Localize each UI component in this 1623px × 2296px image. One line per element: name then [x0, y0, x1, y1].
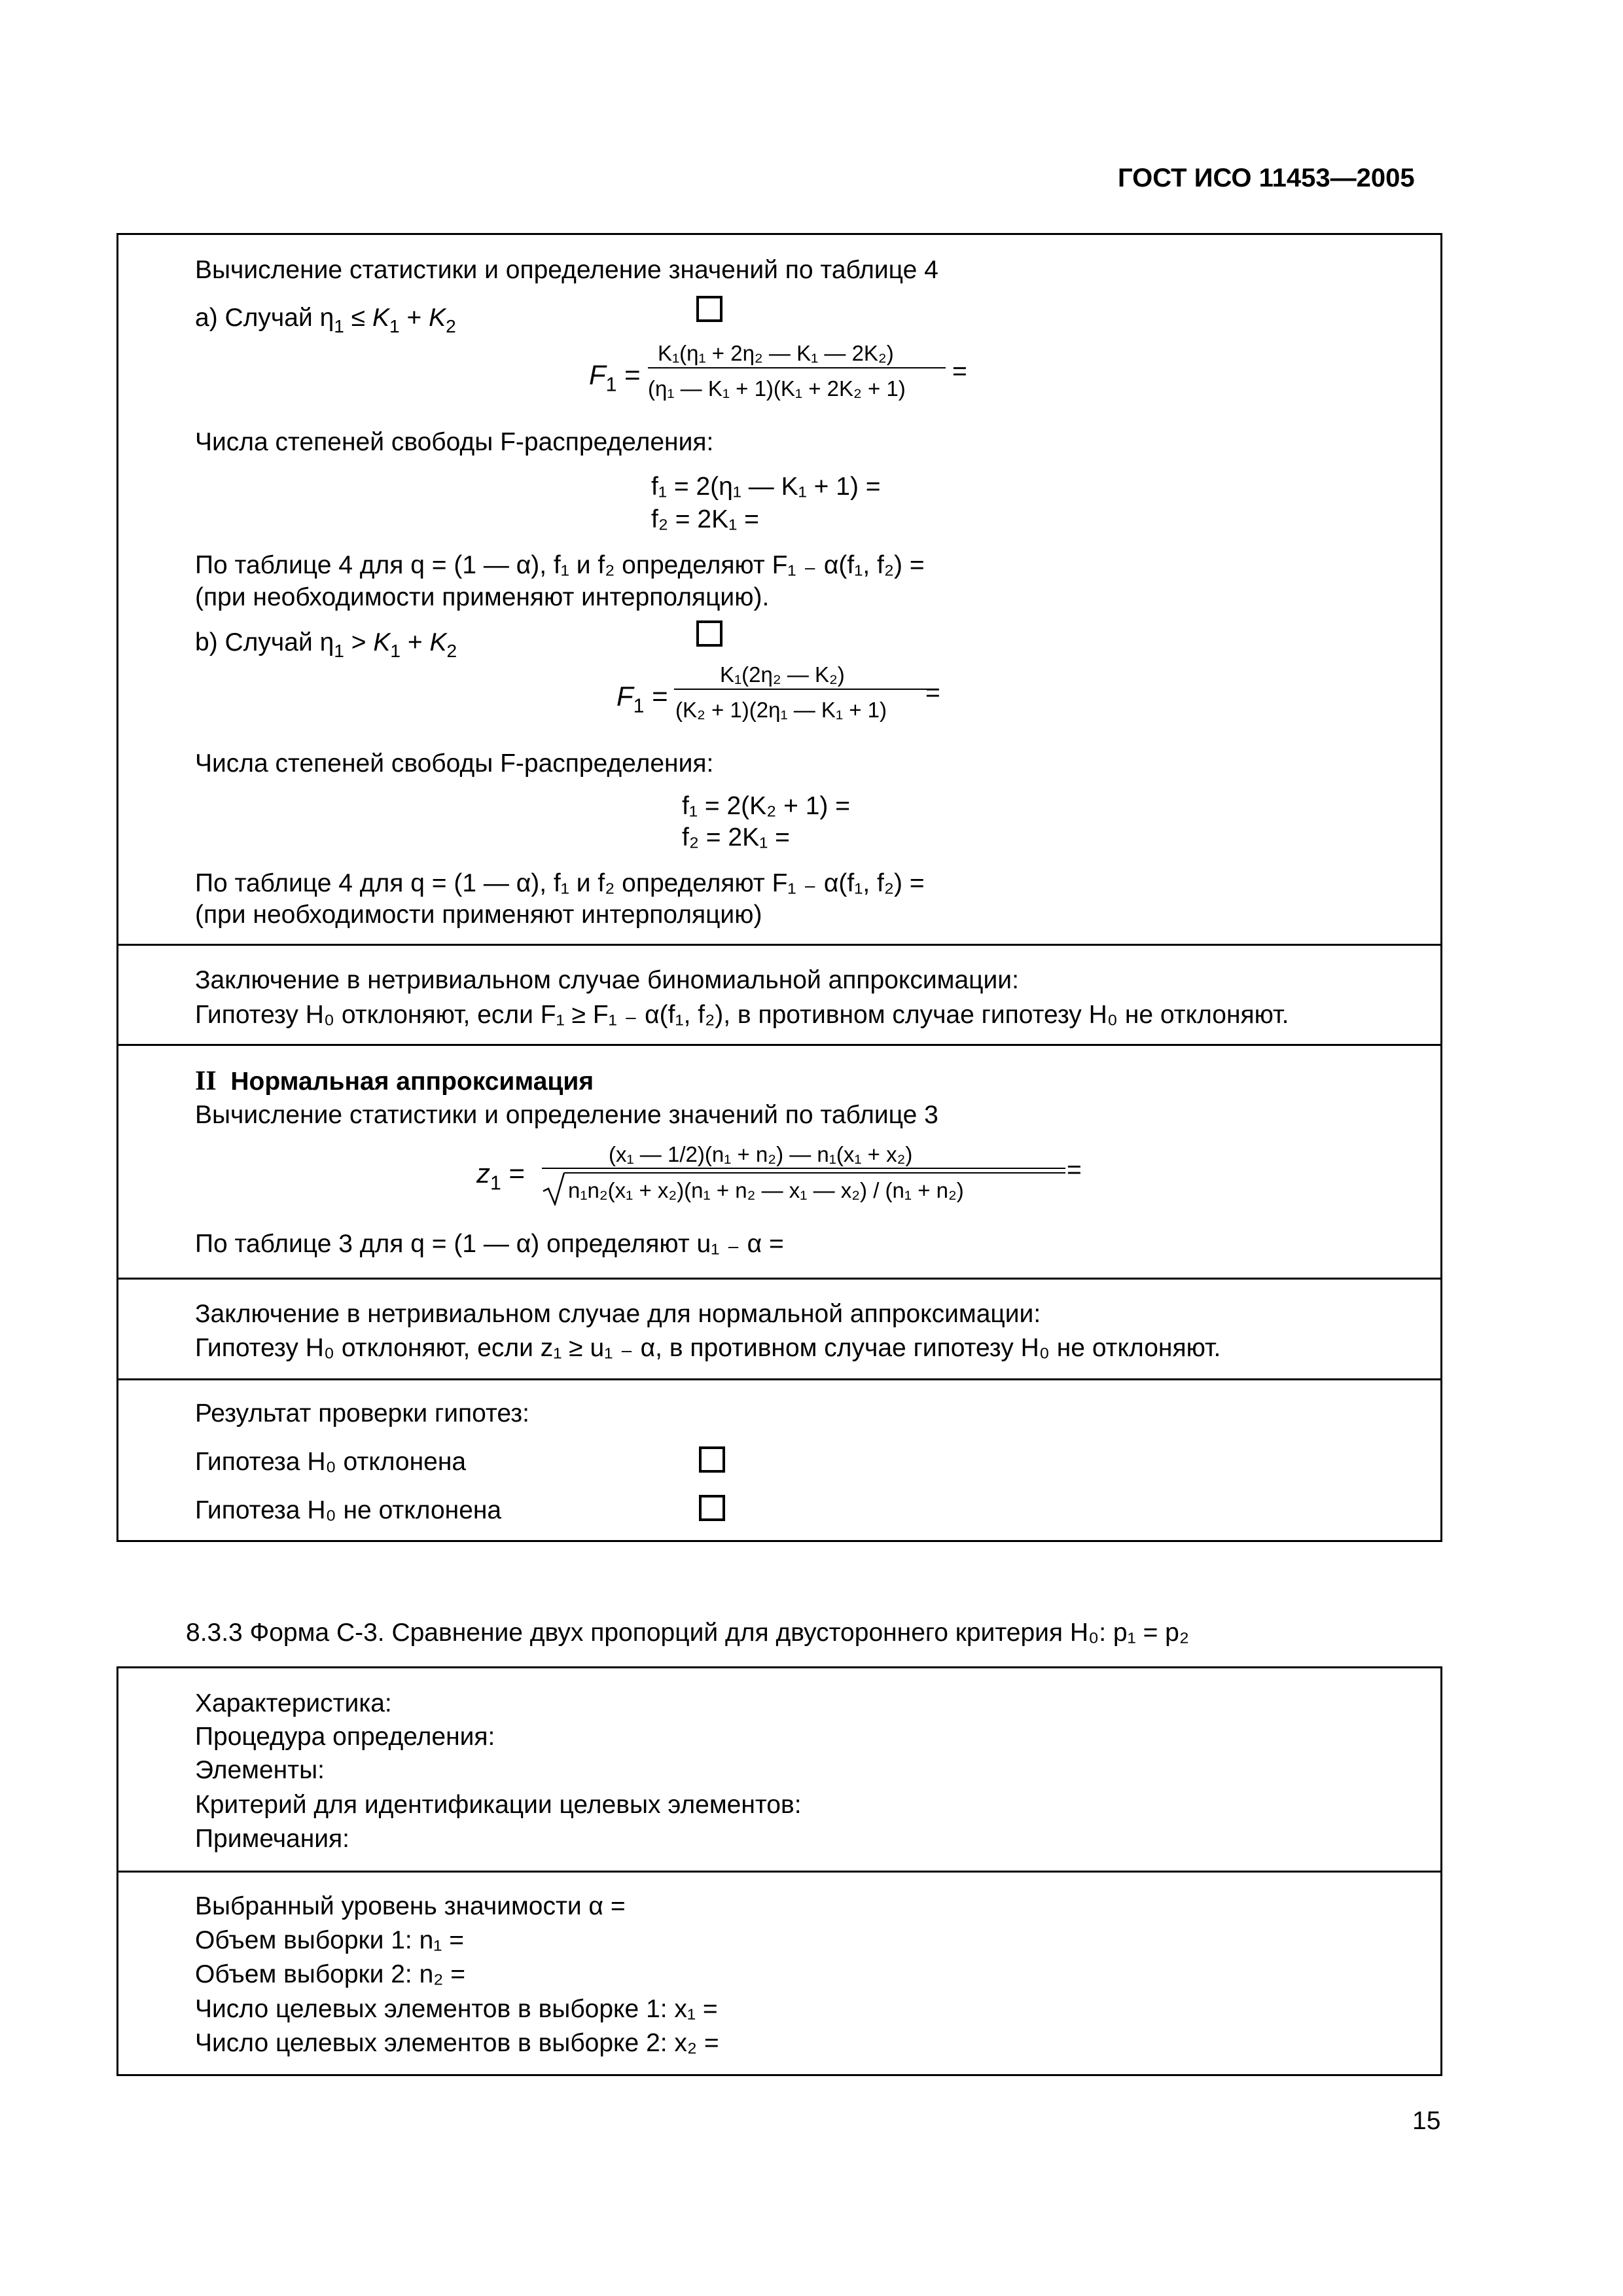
case-a-label: a) Случай $\eta_1 \le K_1 + K_2$: [195, 304, 456, 336]
option-not-rejected-checkbox[interactable]: [699, 1495, 725, 1521]
option-rejected-checkbox[interactable]: [699, 1446, 725, 1473]
case-b-checkbox[interactable]: [696, 620, 722, 647]
dof-title: Числа степеней свободы F-распределения:: [195, 428, 714, 456]
case-a-checkbox[interactable]: [696, 296, 722, 322]
field-criterion: Критерий для идентификации целевых элементов:: [195, 1791, 802, 1819]
section-heading: 8.3.3 Форма С-3. Сравнение двух пропорций для двустороннего критерия H₀: p₁ = p₂: [186, 1619, 1190, 1647]
fraction-numerator: (x₁ — 1/2)(n₁ + n₂) — n₁(x₁ + x₂): [609, 1142, 913, 1166]
document-id: ГОСТ ИСО 11453—2005: [1118, 164, 1415, 192]
dof-title: Числа степеней свободы F-распределения:: [195, 749, 714, 778]
sqrt-bar: [564, 1172, 1065, 1174]
divider: [116, 1278, 1442, 1280]
fraction-bar: [542, 1168, 1065, 1169]
value-sample-size-1: Объем выборки 1: n₁ =: [195, 1926, 465, 1954]
interpolation-note: (при необходимости применяют интерполяцию): [195, 901, 762, 929]
normal-approx-intro: Вычисление статистики и определение значений по таблице 3: [195, 1101, 938, 1129]
dof-f2: f₂ = 2K₁ =: [682, 823, 790, 852]
equals-sign: =: [952, 357, 967, 386]
case-b-label: b) Случай $\eta_1 > K_1 + K_2$: [195, 628, 457, 661]
z1-lhs: $z_1$ =: [476, 1158, 526, 1194]
fraction-denominator: (K₂ + 1)(2η₁ — K₁ + 1): [675, 698, 887, 722]
table-lookup-line: По таблице 4 для q = (1 — α), f₁ и f₂ определяют F₁ ₋ α(f₁, f₂) =: [195, 869, 925, 897]
normal-conclusion-rule: Гипотезу H₀ отклоняют, если z₁ ≥ u₁ ₋ α, в противном случае гипотезу H₀ не отклоняют.: [195, 1334, 1221, 1362]
result-title: Результат проверки гипотез:: [195, 1399, 529, 1427]
option-not-rejected-label: Гипотеза H₀ не отклонена: [195, 1496, 502, 1524]
value-target-count-1: Число целевых элементов в выборке 1: x₁ =: [195, 1995, 718, 2023]
page-number: 15: [1412, 2107, 1441, 2135]
field-notes: Примечания:: [195, 1825, 349, 1853]
table-lookup-line: По таблице 4 для q = (1 — α), f₁ и f₂ определяют F₁ ₋ α(f₁, f₂) =: [195, 551, 925, 579]
binomial-conclusion-rule: Гипотезу H₀ отклоняют, если F₁ ≥ F₁ ₋ α(f₁, f₂), в противном случае гипотезу H₀ не отклоняют.: [195, 1001, 1289, 1029]
divider: [116, 1871, 1442, 1873]
normal-approx-heading: II Нормальная аппроксимация: [195, 1066, 594, 1096]
normal-conclusion-title: Заключение в нетривиальном случае для нормальной аппроксимации:: [195, 1300, 1041, 1328]
dof-f2: f₂ = 2K₁ =: [651, 505, 759, 533]
fraction-denominator: (η₁ — K₁ + 1)(K₁ + 2K₂ + 1): [648, 376, 906, 401]
divider: [116, 1378, 1442, 1380]
fraction-bar: [648, 367, 946, 368]
divider: [116, 944, 1442, 946]
value-sample-size-2: Объем выборки 2: n₂ =: [195, 1960, 466, 1988]
fraction-numerator: K₁(2η₂ — K₂): [720, 662, 845, 687]
table3-lookup-line: По таблице 3 для q = (1 — α) определяют u₁ ₋ α =: [195, 1230, 784, 1258]
fraction-bar: [674, 689, 936, 690]
value-target-count-2: Число целевых элементов в выборке 2: x₂ =: [195, 2029, 719, 2057]
equals-sign: =: [1067, 1156, 1082, 1184]
binomial-conclusion-title: Заключение в нетривиальном случае биномиальной аппроксимации:: [195, 966, 1019, 994]
interpolation-note: (при необходимости применяют интерполяцию).: [195, 583, 770, 611]
sqrt-icon: [542, 1172, 565, 1206]
block1-title: Вычисление статистики и определение значений по таблице 4: [195, 256, 938, 284]
option-rejected-label: Гипотеза H₀ отклонена: [195, 1448, 467, 1476]
value-significance-level: Выбранный уровень значимости α =: [195, 1892, 626, 1920]
equals-sign: =: [925, 679, 940, 707]
field-characteristic: Характеристика:: [195, 1689, 392, 1717]
fraction-denominator: n₁n₂(x₁ + x₂)(n₁ + n₂ — x₁ — x₂) / (n₁ + n₂): [568, 1178, 964, 1202]
dof-f1: f₁ = 2(K₂ + 1) =: [682, 792, 851, 820]
divider: [116, 1044, 1442, 1046]
f1-lhs: $F_1$ =: [589, 359, 641, 396]
fraction-numerator: K₁(η₁ + 2η₂ — K₁ — 2K₂): [658, 341, 894, 365]
field-procedure: Процедура определения:: [195, 1723, 495, 1751]
dof-f1: f₁ = 2(η₁ — K₁ + 1) =: [651, 473, 881, 501]
f1-lhs: $F_1$ =: [616, 681, 668, 717]
field-elements: Элементы:: [195, 1756, 325, 1784]
